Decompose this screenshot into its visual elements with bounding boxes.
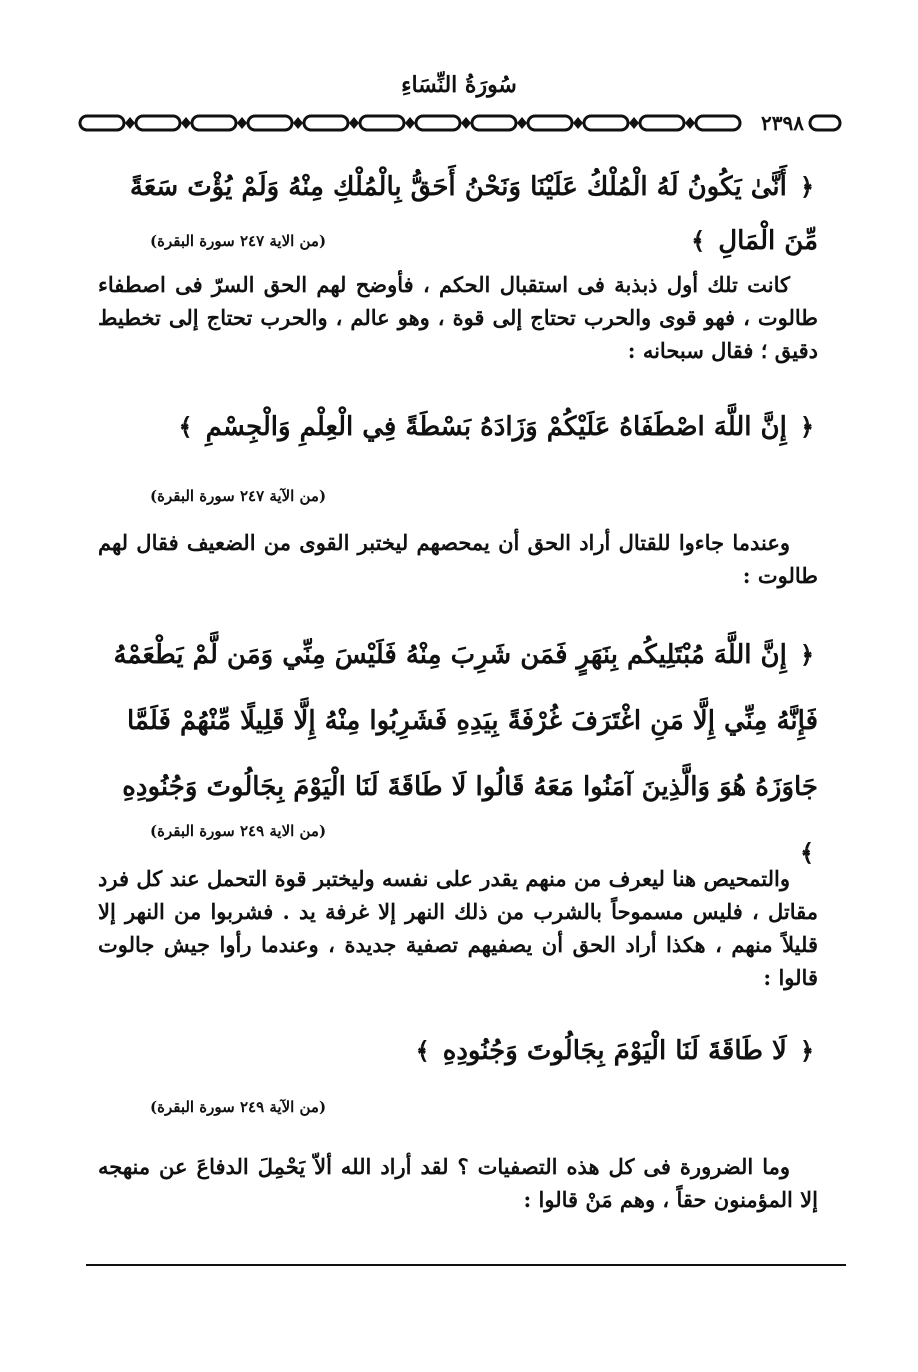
paragraph-3 (98, 862, 818, 994)
verse-open-bracket: ﴿ (799, 640, 814, 669)
quran-verse-1 (98, 160, 818, 268)
paragraph-text: وما الضرورة فى كل هذه التصفيات ؟ لقد أراد الله ألاّ يَحْمِلَ الدفاعَ عن منهجه إلا المؤمنون حقاً ، وهم مَنْ قالوا : (98, 1154, 818, 1212)
verse-open-bracket: ﴿ (799, 412, 814, 441)
surah-title: سُورَةُ النِّسَاءِ (401, 72, 517, 98)
ornament-chain-icon (78, 110, 758, 136)
paragraph-text: والتمحيص هنا ليعرف من منهم يقدر على نفسه وليختبر قوة التحمل عند كل فرد مقاتل ، فليس مسموحاً بالشرب من ذلك النهر إلا غرفة يد . فشربوا من النهر إلا قليلاً منهم ، هكذا أراد الحق أن يصفيهم تصفية جديدة ، وعندما رأوا جيش جالوت قالوا : (98, 866, 818, 990)
quran-verse-4 (98, 1024, 818, 1078)
quran-verse-2 (98, 400, 818, 454)
paragraph-text: كانت تلك أول ذبذبة فى استقبال الحكم ، فأوضح لهم الحق السرّ فى اصطفاء طالوت ، فهو قوى والحرب تحتاج إلى قوة ، وهو عالم ، والحرب تحتاج إلى تخطيط دقيق ؛ فقال سبحانه : (98, 272, 818, 363)
verse-open-bracket: ﴿ (799, 1036, 814, 1065)
paragraph-4 (98, 1150, 818, 1216)
page-number: ٢٣٩٨ (761, 111, 804, 135)
verse-reference-4: (من الآية ٢٤٩ سورة البقرة) (150, 1098, 327, 1116)
paragraph-text: وعندما جاءوا للقتال أراد الحق أن يمحصهم ليختبر القوى من الضعيف فقال لهم طالوت : (98, 530, 818, 588)
verse-text: إِنَّ اللَّهَ مُبْتَلِيكُم بِنَهَرٍ فَمَن شَرِبَ مِنْهُ فَلَيْسَ مِنِّي وَمَن لَّمْ يَطْعَمْهُ فَإِنَّهُ مِنِّي إِلَّا مَنِ اغْتَرَفَ غُرْفَةً بِيَدِهِ فَشَرِبُوا مِنْهُ إِلَّا قَلِيلًا مِّنْهُمْ فَلَمَّا جَاوَزَهُ هُوَ وَالَّذِينَ آمَنُوا مَعَهُ قَالُوا لَا طَاقَةَ لَنَا الْيَوْمَ بِجَالُوتَ وَجُنُودِهِ (113, 640, 818, 802)
verse-reference-1: (من الاية ٢٤٧ سورة البقرة) (150, 232, 327, 250)
verse-close-bracket: ﴾ (178, 412, 193, 441)
paragraph-2 (98, 526, 818, 592)
verse-text: أَنَّىٰ يَكُونُ لَهُ الْمُلْكُ عَلَيْنَا وَنَحْنُ أَحَقُّ بِالْمُلْكِ مِنْهُ وَلَمْ يُؤْتَ سَعَةً مِّنَ الْمَالِ (129, 172, 818, 256)
verse-text: إِنَّ اللَّهَ اصْطَفَاهُ عَلَيْكُمْ وَزَادَهُ بَسْطَةً فِي الْعِلْمِ وَالْجِسْمِ (205, 412, 787, 442)
paragraph-1 (98, 268, 818, 367)
verse-close-bracket: ﴾ (799, 838, 814, 867)
footer-divider (86, 1264, 846, 1266)
verse-reference-3: (من الاية ٢٤٩ سورة البقرة) (150, 822, 327, 840)
verse-text: لَا طَاقَةَ لَنَا الْيَوْمَ بِجَالُوتَ وَجُنُودِهِ (442, 1036, 787, 1066)
verse-open-bracket: ﴿ (799, 172, 814, 201)
verse-reference-2: (من الآية ٢٤٧ سورة البقرة) (150, 487, 327, 505)
verse-close-bracket: ﴾ (415, 1036, 430, 1065)
verse-close-bracket: ﴾ (691, 226, 706, 255)
header-ornament-row (78, 110, 842, 136)
quran-verse-3 (98, 622, 818, 886)
ornament-end-icon (808, 110, 842, 136)
